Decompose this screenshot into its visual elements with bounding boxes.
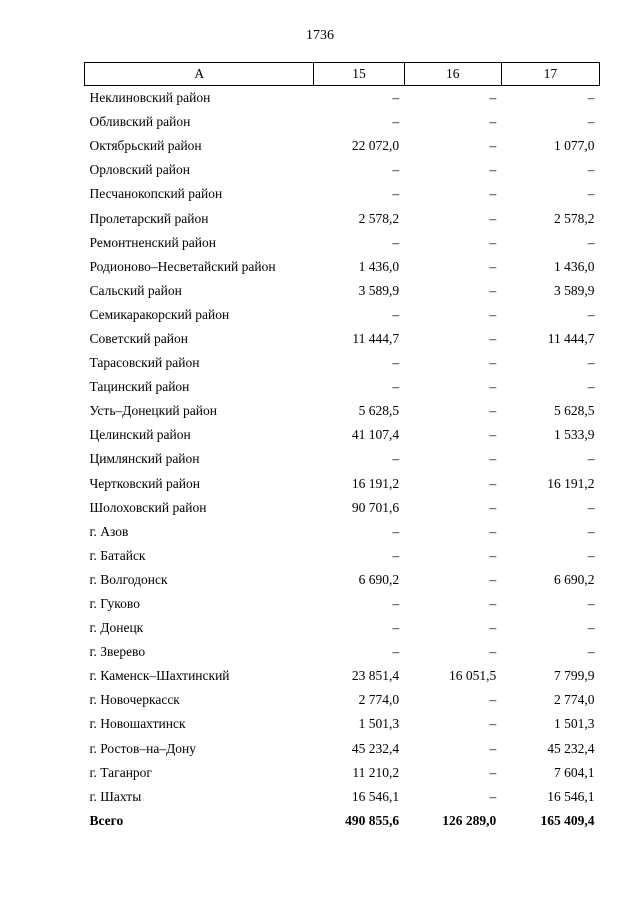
- row-col-15-cell: –: [392, 379, 400, 395]
- table-row: [85, 399, 600, 423]
- row-name-cell: Орловский район: [89, 162, 190, 178]
- table-row: [85, 279, 600, 303]
- table-body: [85, 86, 600, 833]
- row-name-cell: Шолоховский район: [89, 499, 207, 515]
- row-name-cell: Цимлянский район: [89, 451, 200, 467]
- row-col-15-cell: –: [392, 523, 400, 539]
- row-name-cell: Целинский район: [89, 427, 191, 443]
- row-name-cell: г. Таганрог: [89, 764, 152, 780]
- row-col-15-cell: 16 546,1: [351, 788, 400, 804]
- row-col-17-cell: –: [587, 114, 595, 130]
- table-row: [85, 255, 600, 279]
- row-col-17-cell: –: [587, 162, 595, 178]
- row-col-17-cell: 6 690,2: [554, 571, 595, 587]
- table-row: [85, 544, 600, 568]
- row-col-15-cell: 41 107,4: [351, 427, 400, 443]
- row-col-15-cell: 490 855,6: [345, 812, 400, 828]
- row-col-15-cell: –: [392, 644, 400, 660]
- row-col-15-cell: –: [392, 162, 400, 178]
- table-header-row: [85, 63, 600, 86]
- table-row: [85, 447, 600, 471]
- row-col-17-cell: –: [587, 523, 595, 539]
- row-name-cell: г. Волгодонск: [89, 571, 168, 587]
- table-row: [85, 134, 600, 158]
- row-col-15-cell: 16 191,2: [351, 475, 400, 491]
- row-name-cell: Октябрьский район: [89, 138, 202, 154]
- row-col-17-cell: –: [587, 234, 595, 250]
- table-row: [85, 158, 600, 182]
- table-row: [85, 472, 600, 496]
- row-col-15-cell: 1 436,0: [358, 258, 400, 274]
- row-col-17-cell: –: [587, 451, 595, 467]
- row-col-16-cell: –: [489, 379, 497, 395]
- row-col-15-cell: –: [392, 620, 400, 636]
- table-row: [85, 496, 600, 520]
- row-name-cell: Сальский район: [89, 282, 182, 298]
- row-col-16-cell: –: [489, 234, 497, 250]
- table-row: [85, 423, 600, 447]
- row-col-17-cell: 1 077,0: [554, 138, 595, 154]
- row-name-cell: г. Зверево: [89, 644, 146, 660]
- row-col-15-cell: 5 628,5: [358, 403, 400, 419]
- row-col-17-cell: –: [587, 499, 595, 515]
- row-col-17-cell: 1 501,3: [554, 716, 595, 732]
- row-col-15-cell: –: [392, 114, 400, 130]
- row-col-17-cell: 16 191,2: [547, 475, 595, 491]
- row-col-16-cell: –: [489, 403, 497, 419]
- row-col-16-cell: –: [489, 644, 497, 660]
- table-row: [85, 520, 600, 544]
- table-total-row: [85, 809, 600, 833]
- table-row: [85, 206, 600, 230]
- table-row: [85, 712, 600, 736]
- row-col-17-cell: –: [587, 379, 595, 395]
- table-row: [85, 375, 600, 399]
- row-col-15-cell: 11 210,2: [352, 764, 400, 780]
- row-col-17-cell: 45 232,4: [547, 740, 595, 756]
- row-col-17-cell: –: [587, 90, 595, 106]
- row-col-15-cell: –: [392, 547, 400, 563]
- row-col-16-cell: –: [489, 330, 497, 346]
- row-col-16-cell: –: [489, 475, 497, 491]
- row-name-cell: г. Гуково: [89, 596, 140, 612]
- row-col-16-cell: 126 289,0: [442, 812, 497, 828]
- row-col-15-cell: 45 232,4: [351, 740, 400, 756]
- row-name-cell: г. Ростов–на–Дону: [89, 740, 197, 756]
- row-name-cell: Усть–Донецкий район: [89, 403, 217, 419]
- table-row: [85, 640, 600, 664]
- row-col-17-cell: –: [587, 644, 595, 660]
- row-name-cell: Тарасовский район: [89, 355, 200, 371]
- row-col-17-cell: –: [587, 620, 595, 636]
- row-name-cell: Обливский район: [89, 114, 191, 130]
- row-col-16-cell: –: [489, 571, 497, 587]
- row-col-17-cell: –: [587, 306, 595, 322]
- row-col-15-cell: –: [392, 355, 400, 371]
- row-col-15-cell: 23 851,4: [351, 668, 400, 684]
- row-col-17-cell: 1 533,9: [554, 427, 595, 443]
- row-col-17-cell: 1 436,0: [554, 258, 595, 274]
- row-col-15-cell: 6 690,2: [358, 571, 400, 587]
- column-header-16: 16: [404, 63, 501, 86]
- row-name-cell: Чертковский район: [89, 475, 200, 491]
- row-name-cell: г. Новочеркасск: [89, 692, 180, 708]
- row-col-15-cell: –: [392, 186, 400, 202]
- row-col-15-cell: –: [392, 306, 400, 322]
- table-row: [85, 785, 600, 809]
- table-row: [85, 303, 600, 327]
- row-col-16-cell: –: [489, 451, 497, 467]
- row-name-cell: Неклиновский район: [89, 90, 211, 106]
- row-col-17-cell: –: [587, 355, 595, 371]
- table-row: [85, 231, 600, 255]
- row-name-cell: г. Азов: [89, 523, 129, 539]
- row-name-cell: Песчанокопский район: [89, 186, 223, 202]
- row-col-16-cell: –: [489, 764, 497, 780]
- row-col-15-cell: –: [392, 90, 400, 106]
- table-row: [85, 664, 600, 688]
- row-col-16-cell: –: [489, 210, 497, 226]
- row-col-17-cell: –: [587, 547, 595, 563]
- row-name-cell: г. Каменск–Шахтинский: [89, 668, 230, 684]
- row-col-16-cell: –: [489, 162, 497, 178]
- table-row: [85, 351, 600, 375]
- row-col-17-cell: 165 409,4: [540, 812, 595, 828]
- page-number: 1736: [306, 28, 334, 43]
- row-col-15-cell: 90 701,6: [351, 499, 400, 515]
- row-col-15-cell: 1 501,3: [358, 716, 400, 732]
- table-row: [85, 592, 600, 616]
- row-col-15-cell: –: [392, 596, 400, 612]
- row-col-15-cell: –: [392, 451, 400, 467]
- row-col-17-cell: 7 799,9: [554, 668, 595, 684]
- row-name-cell: г. Донецк: [89, 620, 144, 636]
- row-col-17-cell: 2 774,0: [554, 692, 595, 708]
- table-row: [85, 616, 600, 640]
- row-name-cell: Советский район: [89, 330, 188, 346]
- row-col-17-cell: 11 444,7: [547, 330, 595, 346]
- row-col-16-cell: –: [489, 282, 497, 298]
- row-name-cell: Ремонтненский район: [89, 234, 216, 250]
- row-col-17-cell: 7 604,1: [554, 764, 595, 780]
- row-col-16-cell: –: [489, 596, 497, 612]
- row-col-16-cell: –: [489, 114, 497, 130]
- row-col-17-cell: 16 546,1: [547, 788, 595, 804]
- row-col-16-cell: –: [489, 692, 497, 708]
- row-name-cell: г. Шахты: [89, 788, 142, 804]
- table-row: [85, 737, 600, 761]
- row-col-15-cell: 2 578,2: [358, 210, 400, 226]
- row-col-17-cell: –: [587, 596, 595, 612]
- table-row: [85, 327, 600, 351]
- row-col-16-cell: –: [489, 90, 497, 106]
- row-col-16-cell: –: [489, 547, 497, 563]
- row-col-17-cell: 2 578,2: [554, 210, 595, 226]
- row-col-16-cell: –: [489, 620, 497, 636]
- row-col-16-cell: –: [489, 716, 497, 732]
- row-name-cell: Родионово–Несветайский район: [89, 258, 276, 274]
- row-name-cell: Семикаракорский район: [89, 306, 230, 322]
- table-row: [85, 110, 600, 134]
- table-row: [85, 86, 600, 111]
- row-col-16-cell: –: [489, 186, 497, 202]
- row-col-16-cell: –: [489, 788, 497, 804]
- table-row: [85, 688, 600, 712]
- row-name-cell: Пролетарский район: [89, 210, 209, 226]
- row-col-16-cell: –: [489, 258, 497, 274]
- row-col-16-cell: –: [489, 427, 497, 443]
- row-name-cell: г. Батайск: [89, 547, 146, 563]
- row-col-17-cell: 5 628,5: [554, 403, 595, 419]
- row-name-cell: Тацинский район: [89, 379, 190, 395]
- budget-table: [84, 62, 600, 833]
- row-col-15-cell: 11 444,7: [352, 330, 400, 346]
- row-col-16-cell: –: [489, 355, 497, 371]
- row-col-16-cell: –: [489, 138, 497, 154]
- row-col-17-cell: 3 589,9: [554, 282, 595, 298]
- row-col-16-cell: –: [489, 499, 497, 515]
- row-name-cell: г. Новошахтинск: [89, 716, 186, 732]
- row-col-15-cell: 3 589,9: [358, 282, 400, 298]
- row-col-15-cell: 2 774,0: [358, 692, 400, 708]
- column-header-17: 17: [501, 63, 599, 86]
- row-col-16-cell: 16 051,5: [449, 668, 497, 684]
- table-row: [85, 761, 600, 785]
- column-header-a: А: [85, 63, 314, 86]
- row-col-16-cell: –: [489, 740, 497, 756]
- table-row: [85, 568, 600, 592]
- row-col-15-cell: 22 072,0: [351, 138, 400, 154]
- column-header-15: 15: [314, 63, 404, 86]
- row-col-16-cell: –: [489, 306, 497, 322]
- table-row: [85, 182, 600, 206]
- row-col-15-cell: –: [392, 234, 400, 250]
- row-col-17-cell: –: [587, 186, 595, 202]
- row-col-16-cell: –: [489, 523, 497, 539]
- row-name-cell: Всего: [89, 812, 124, 828]
